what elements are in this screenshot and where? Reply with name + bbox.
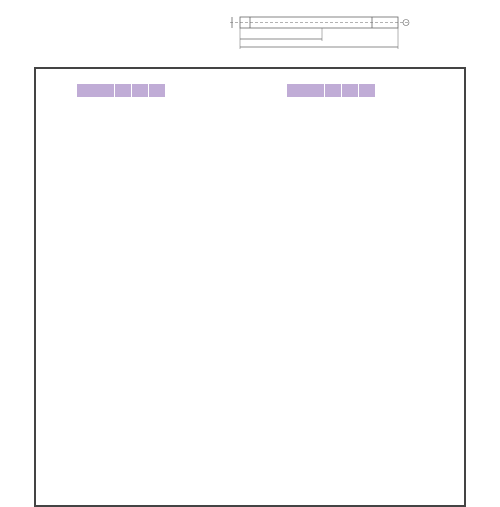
- column-header-l1: [115, 84, 132, 98]
- column-header-l2: [132, 84, 149, 98]
- table-header-row: [77, 84, 166, 98]
- technical-drawing: [222, 9, 412, 55]
- column-header-d: [149, 84, 166, 98]
- dimension-table-right: [286, 83, 376, 98]
- column-header-l1: [325, 84, 342, 98]
- document-description: [36, 5, 216, 20]
- tool-body-outline: [240, 17, 398, 28]
- column-header-d: [359, 84, 376, 98]
- dimension-tables-panel: [34, 67, 466, 507]
- column-header-code: [287, 84, 325, 98]
- column-header-code: [77, 84, 115, 98]
- table-header-row: [287, 84, 376, 98]
- column-header-l2: [342, 84, 359, 98]
- dimension-table-left: [76, 83, 166, 98]
